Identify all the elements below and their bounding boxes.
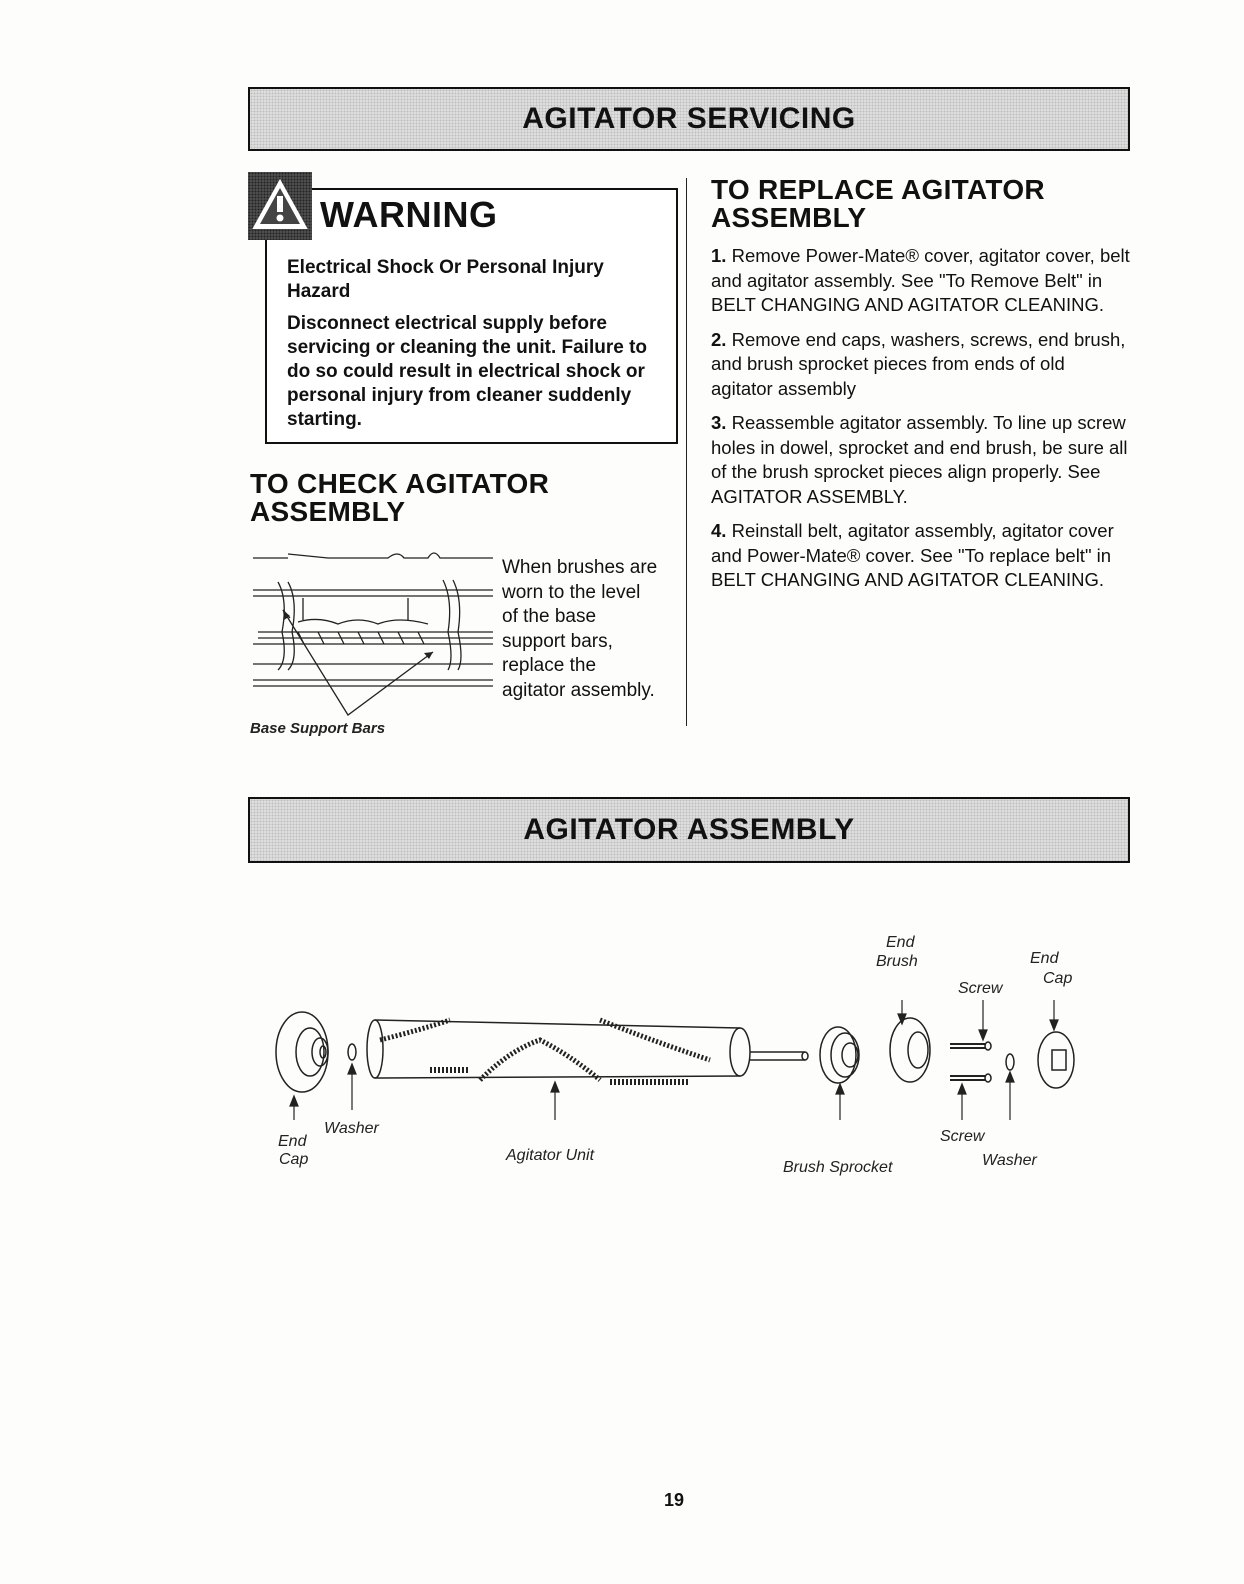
- agitator-assembly-diagram: [270, 1000, 1090, 1120]
- brush-sprocket-label: Brush Sprocket: [783, 1159, 893, 1176]
- check-heading-line2: ASSEMBLY: [250, 496, 406, 527]
- washer-right: [1006, 1054, 1014, 1070]
- step-number: 2.: [711, 328, 727, 350]
- column-divider: [686, 178, 687, 726]
- agitator-assembly-title: AGITATOR ASSEMBLY: [523, 813, 855, 846]
- end-cap-left-label-1: End: [278, 1133, 307, 1150]
- check-heading-line1: TO CHECK AGITATOR: [250, 468, 550, 499]
- replace-steps-list: [711, 244, 1131, 603]
- base-support-bars-label: Base Support Bars: [250, 720, 386, 737]
- step-text: Reinstall belt, agitator assembly, agitator cover and Power-Mate® cover. See "To replace belt" in BELT CHANGING AND AGITATOR CLEANING.: [711, 520, 1114, 590]
- warning-hazard-text: Electrical Shock Or Personal Injury Hazard: [287, 257, 604, 302]
- page-number: 19: [664, 1490, 685, 1510]
- step-item: [711, 519, 1131, 593]
- end-brush-label-1: End: [886, 934, 915, 951]
- washer-left-label: Washer: [324, 1120, 379, 1137]
- washer-left: [348, 1044, 356, 1060]
- screw-bottom-label: Screw: [940, 1128, 985, 1145]
- agitator-servicing-banner: [248, 87, 1130, 151]
- agitator-unit-label: Agitator Unit: [506, 1147, 595, 1164]
- step-text: Reassemble agitator assembly. To line up screw holes in dowel, sprocket and end brush, be sure all of the brush sprocket pieces align properly. See AGITATOR ASSEMBLY.: [711, 412, 1128, 507]
- step-item: [711, 411, 1131, 509]
- warning-triangle-icon: [252, 178, 308, 232]
- base-support-bars-diagram: [248, 540, 498, 720]
- warning-icon-panel: [248, 172, 312, 240]
- end-cap-left-label-2: Cap: [279, 1151, 309, 1168]
- replace-agitator-heading: [711, 176, 1131, 232]
- agitator-servicing-title: AGITATOR SERVICING: [522, 102, 856, 135]
- warning-body-text: Disconnect electrical supply before servicing or cleaning the unit. Failure to do so could result in electrical shock or personal injury from cleaner suddenly starting.: [287, 313, 648, 430]
- agitator-assembly-banner: [248, 797, 1130, 863]
- check-instruction-text: When brushes are worn to the level of the base support bars, replace the agitator assembly.: [502, 557, 658, 701]
- screw-top-label: Screw: [958, 980, 1003, 997]
- check-agitator-heading: [250, 470, 650, 526]
- end-cap-right-label-2: Cap: [1043, 970, 1073, 987]
- end-cap-right-label-1: End: [1030, 950, 1059, 967]
- washer-right-label: Washer: [982, 1152, 1037, 1169]
- end-brush-label-2: Brush: [876, 953, 918, 970]
- step-item: [711, 244, 1131, 318]
- warning-title: WARNING: [320, 194, 498, 235]
- replace-heading-line1: TO REPLACE AGITATOR: [711, 174, 1045, 205]
- end-brush: [890, 1018, 930, 1082]
- step-text: Remove end caps, washers, screws, end brush, and brush sprocket pieces from ends of old agitator assembly: [711, 328, 1126, 399]
- step-number: 3.: [711, 412, 727, 433]
- replace-heading-line2: ASSEMBLY: [711, 202, 867, 233]
- step-text: Remove Power-Mate® cover, agitator cover, belt and agitator assembly. See "To Remove Belt" in BELT CHANGING AND AGITATOR CLEANING.: [711, 245, 1130, 315]
- end-cap-right: [1038, 1032, 1074, 1088]
- step-number: 4.: [711, 520, 727, 541]
- step-number: 1.: [711, 245, 727, 266]
- step-item: [711, 328, 1131, 402]
